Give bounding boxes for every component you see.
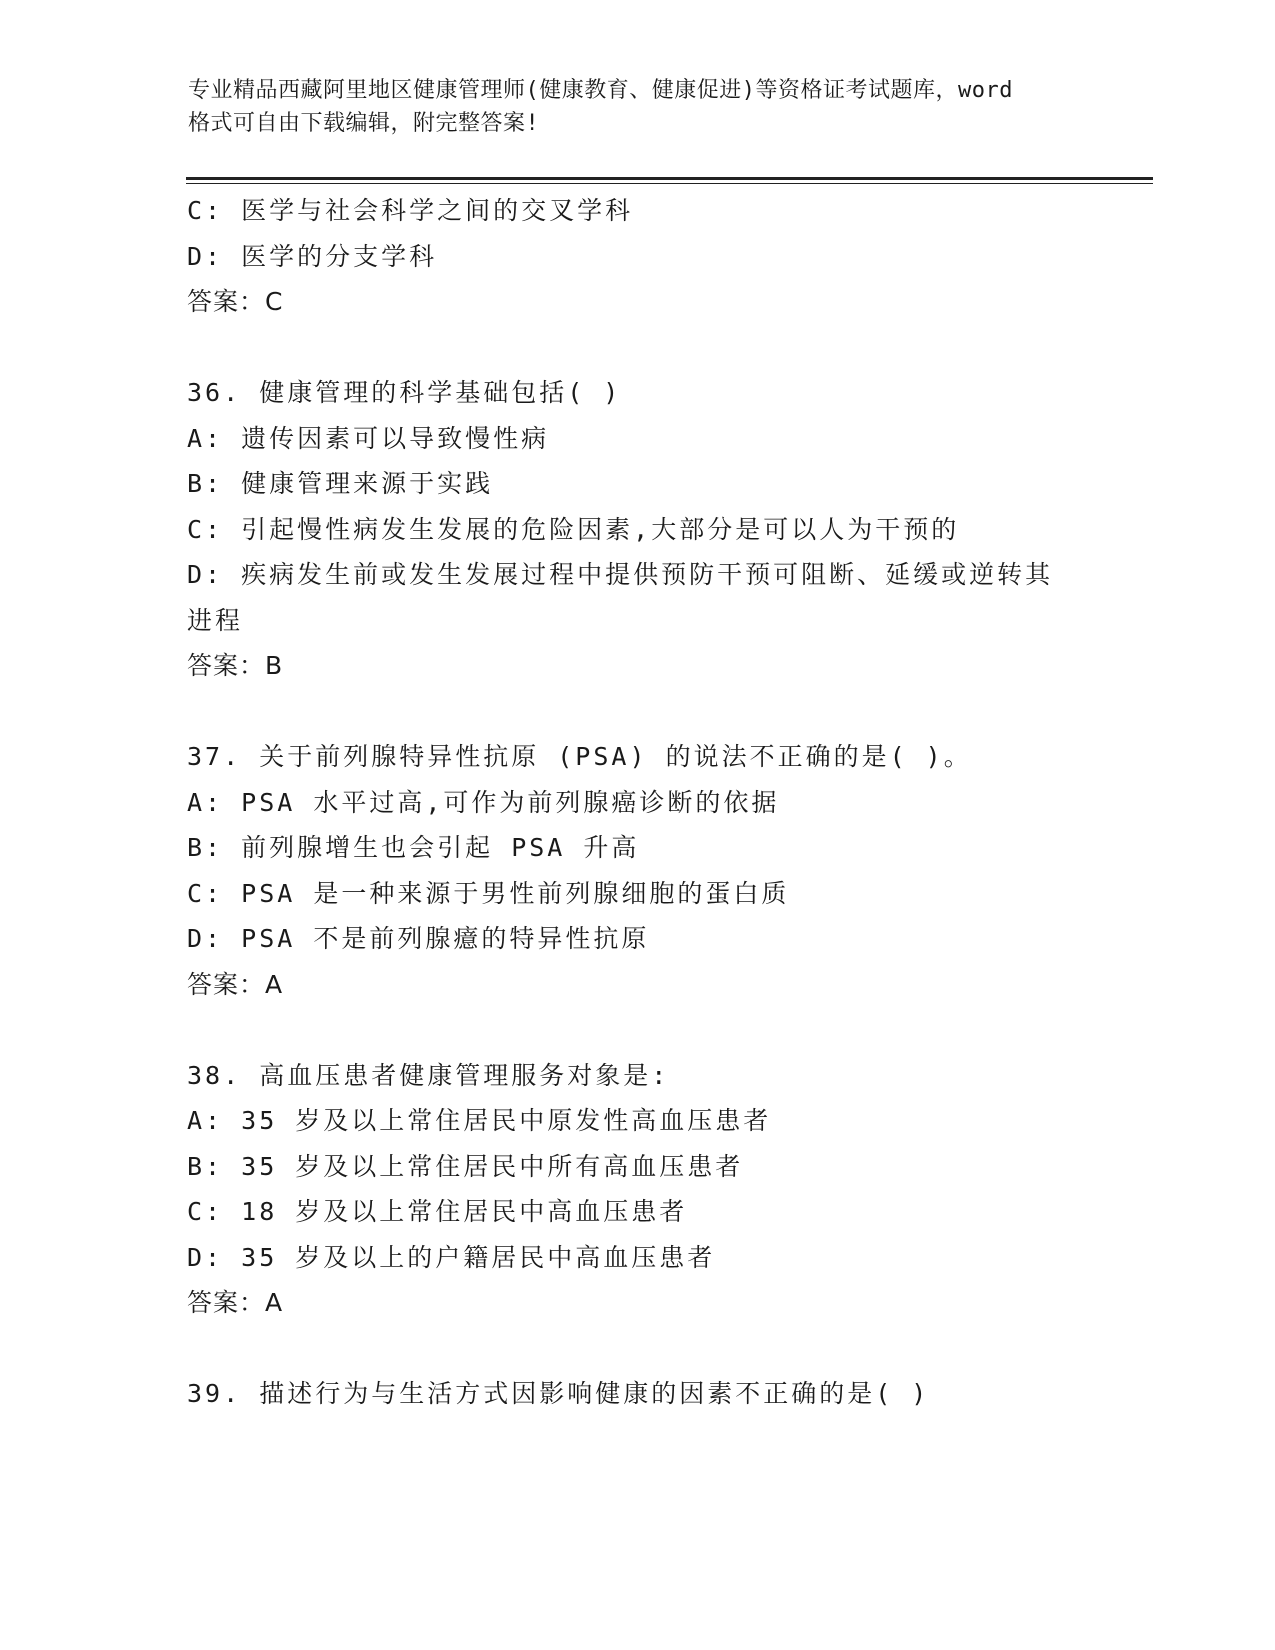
question-37 bbox=[187, 734, 1147, 1007]
option-b: B: 健康管理来源于实践 bbox=[187, 469, 494, 498]
option-c: C: 18 岁及以上常住居民中高血压患者 bbox=[187, 1197, 688, 1226]
answer-line: 答案：B bbox=[187, 651, 284, 680]
option-d: D: 35 岁及以上的户籍居民中高血压患者 bbox=[187, 1242, 716, 1272]
question-stem: 38. 高血压患者健康管理服务对象是: bbox=[187, 1060, 670, 1090]
option-c: C: 医学与社会科学之间的交叉学科 bbox=[187, 196, 634, 225]
question-content bbox=[187, 188, 1147, 1417]
document-header bbox=[188, 74, 1088, 140]
option-a: A: 35 岁及以上常住居民中原发性高血压患者 bbox=[187, 1106, 772, 1135]
question-36 bbox=[187, 370, 1147, 689]
option-b: B: 前列腺增生也会引起 PSA 升高 bbox=[187, 833, 640, 862]
answer-line: 答案：C bbox=[187, 287, 284, 316]
option-a: A: PSA 水平过高,可作为前列腺癌诊断的依据 bbox=[187, 787, 780, 817]
option-a: A: 遗传因素可以导致慢性病 bbox=[187, 423, 550, 453]
question-39 bbox=[187, 1371, 1147, 1417]
option-c: C: PSA 是一种来源于男性前列腺细胞的蛋白质 bbox=[187, 878, 790, 908]
question-stem: 37. 关于前列腺特异性抗原 (PSA) 的说法不正确的是( )。 bbox=[187, 742, 972, 771]
option-b: B: 35 岁及以上常住居民中所有高血压患者 bbox=[187, 1151, 744, 1181]
answer-line: 答案：A bbox=[187, 1288, 284, 1317]
header-divider-thin bbox=[186, 183, 1153, 184]
option-c: C: 引起慢性病发生发展的危险因素,大部分是可以人为干预的 bbox=[187, 514, 960, 544]
header-line-1: 专业精品西藏阿里地区健康管理师(健康教育、健康促进)等资格证考试题库，word bbox=[188, 78, 1013, 103]
question-stem: 36. 健康管理的科学基础包括( ) bbox=[187, 378, 622, 407]
header-line-2: 格式可自由下载编辑，附完整答案! bbox=[188, 111, 540, 136]
option-d: D: 疾病发生前或发生发展过程中提供预防干预可阻断、延缓或逆转其 bbox=[187, 560, 1054, 589]
answer-line: 答案：A bbox=[187, 969, 284, 999]
question-38 bbox=[187, 1053, 1147, 1326]
header-divider-thick bbox=[186, 177, 1153, 180]
option-d-continuation: 进程 bbox=[187, 605, 244, 635]
option-d: D: PSA 不是前列腺癔的特异性抗原 bbox=[187, 924, 650, 953]
option-d: D: 医学的分支学科 bbox=[187, 241, 438, 271]
question-35-tail bbox=[187, 188, 1147, 325]
question-stem: 39. 描述行为与生活方式因影响健康的因素不正确的是( ) bbox=[187, 1379, 930, 1408]
